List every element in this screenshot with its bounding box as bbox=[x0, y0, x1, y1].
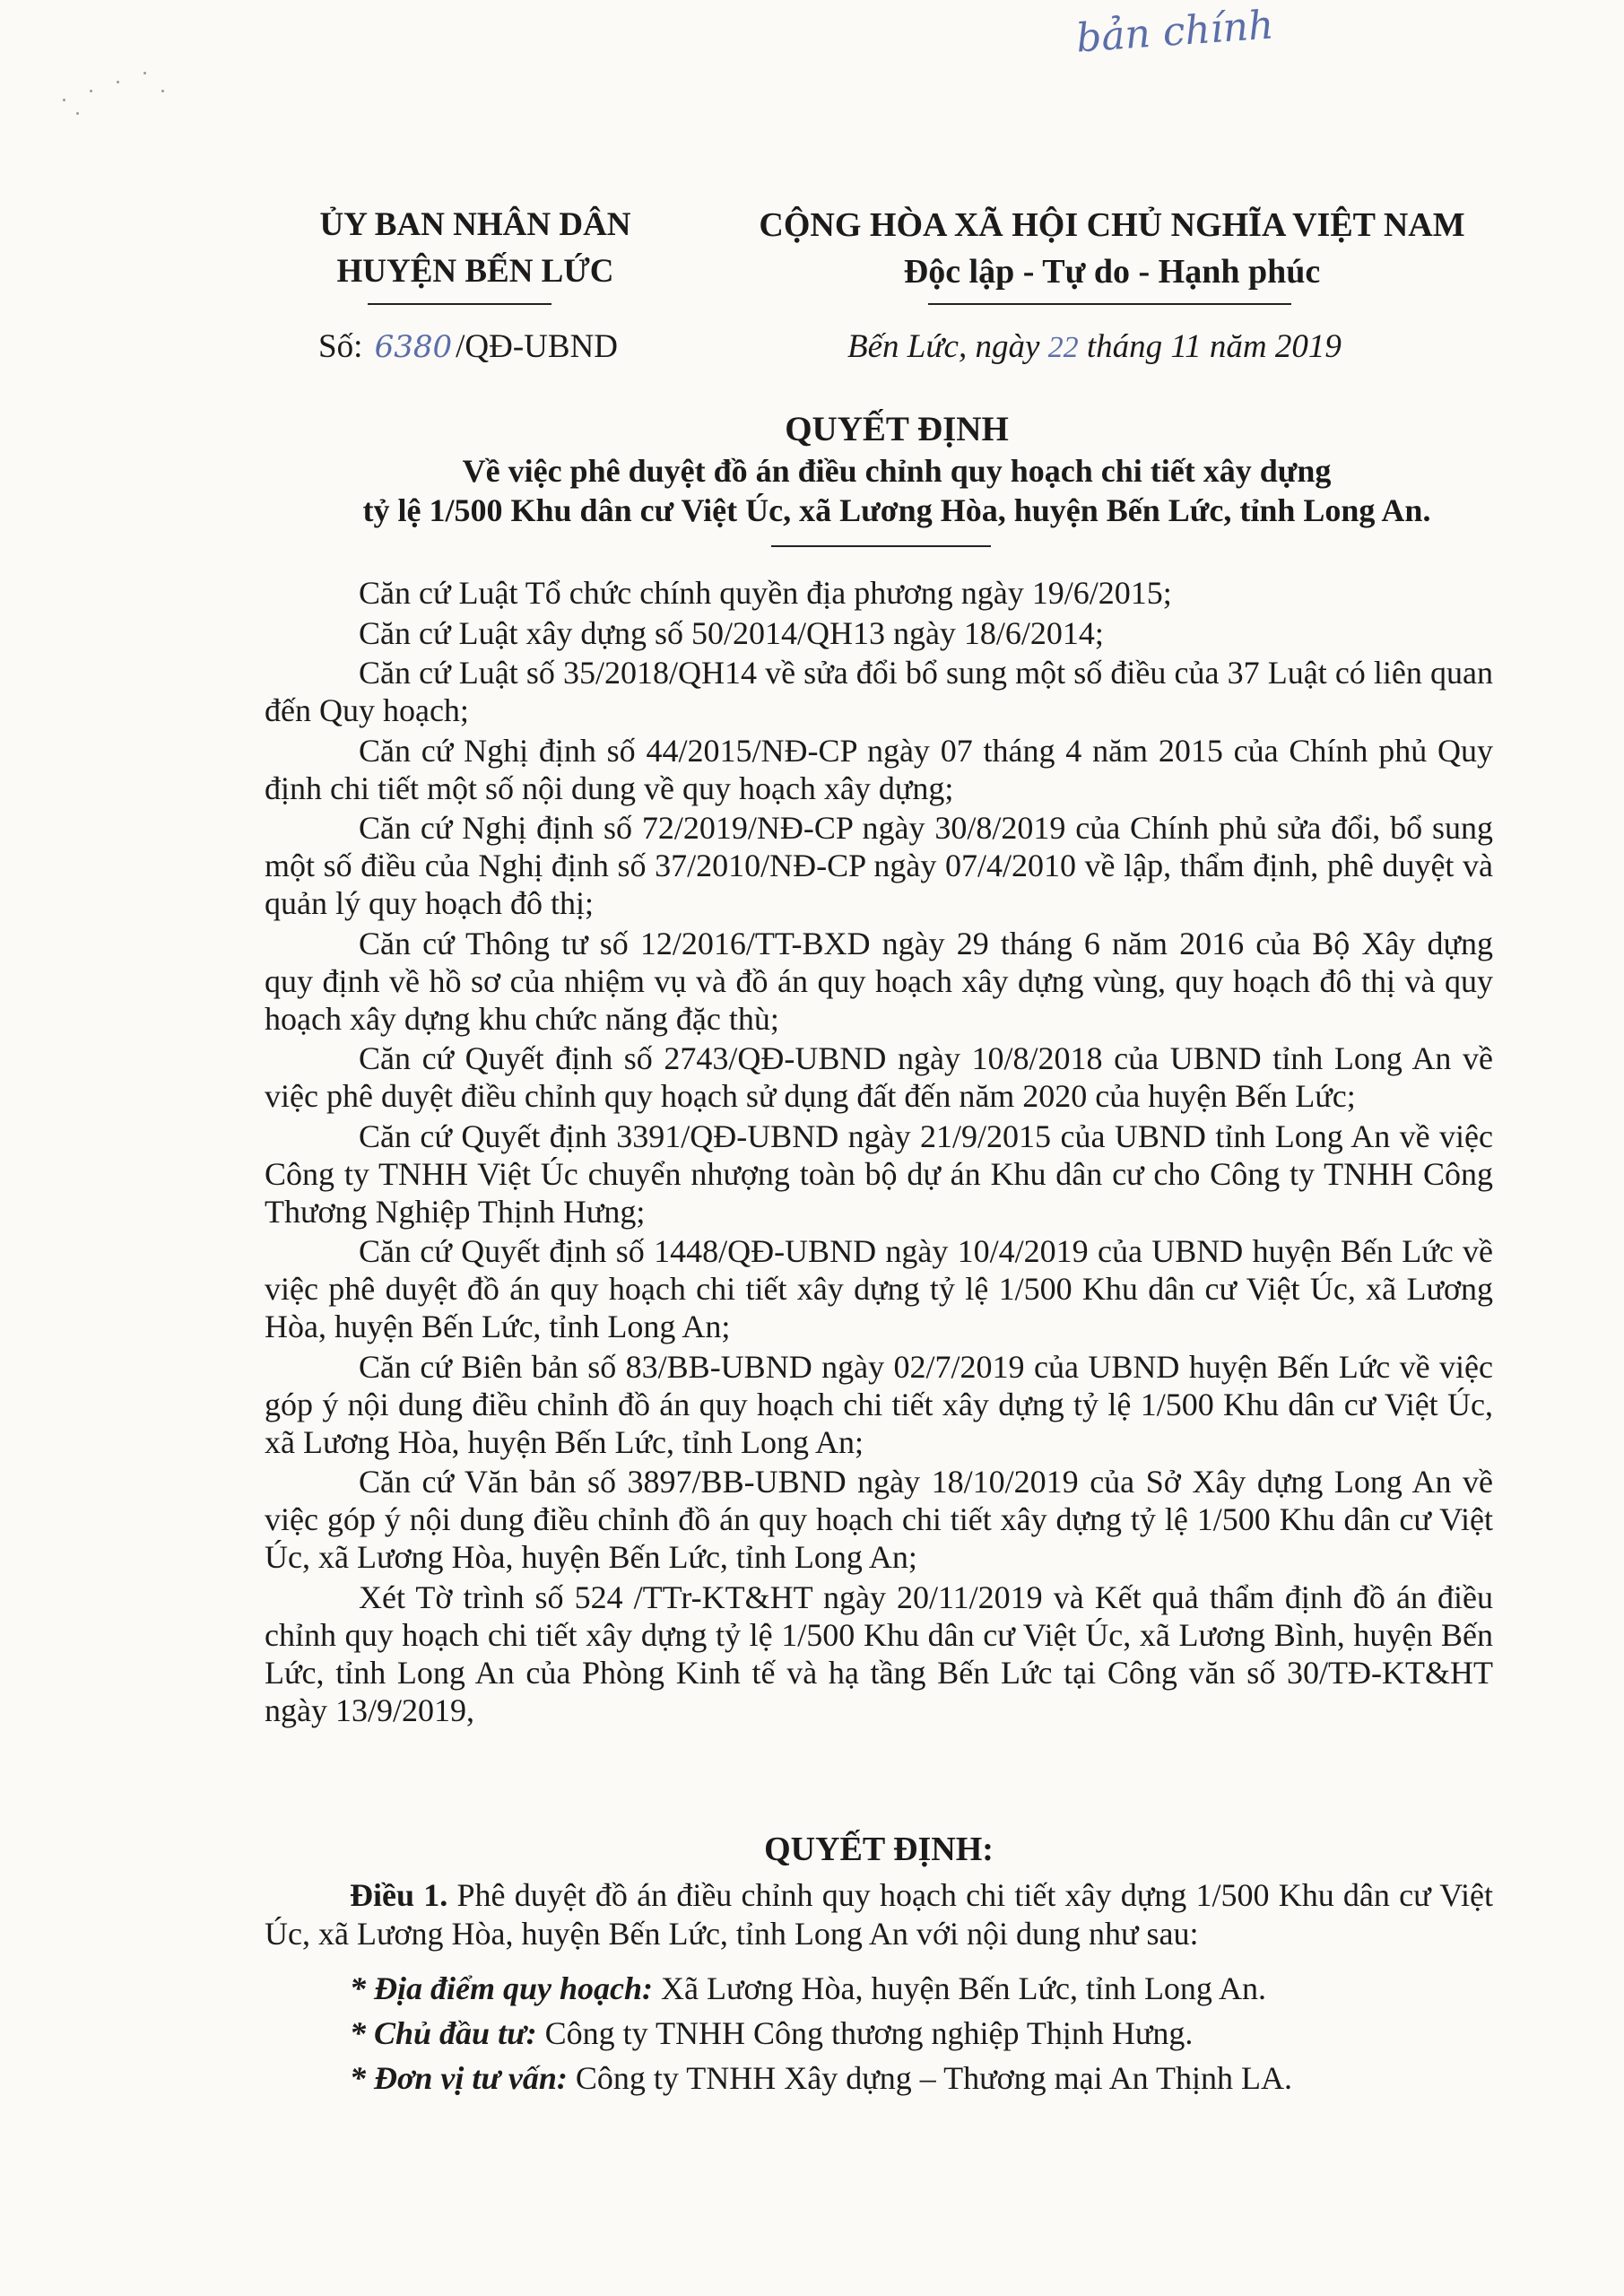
article-item-consultant bbox=[350, 2056, 1515, 2100]
place-date-suffix: tháng 11 năm 2019 bbox=[1086, 328, 1342, 365]
article-item-investor bbox=[350, 2011, 1515, 2056]
preamble-item: Căn cứ Quyết định số 2743/QĐ-UBND ngày 10/8/2018 của UBND tỉnh Long An về việc phê duyệt điều chỉnh quy hoạch sử dụng đất đến năm 2020 của huyện Bến Lức; bbox=[265, 1040, 1493, 1114]
preamble-item: Căn cứ Nghị định số 44/2015/NĐ-CP ngày 07 tháng 4 năm 2015 của Chính phủ Quy định chi tiết một số nội dung về quy hoạch xây dựng; bbox=[265, 732, 1493, 806]
title-divider bbox=[771, 545, 991, 547]
place-date-day: 22 bbox=[1047, 331, 1079, 364]
preamble-item: Căn cứ Văn bản số 3897/BB-UBND ngày 18/10/2019 của Sở Xây dựng Long An về việc góp ý nội dung điều chỉnh đồ án quy hoạch chi tiết xây dựng tỷ lệ 1/500 Khu dân cư Việt Úc, xã Lương Hòa, huyện Bến Lức, tỉnh Long An; bbox=[265, 1464, 1493, 1575]
preamble-item: Căn cứ Quyết định 3391/QĐ-UBND ngày 21/9/2015 của UBND tỉnh Long An về việc Công ty TNHH Việt Úc chuyển nhượng toàn bộ dự án Khu dân cư cho Công ty TNHH Công Thương Nghiệp Thịnh Hưng; bbox=[265, 1118, 1493, 1230]
document-title bbox=[269, 408, 1524, 530]
preamble-item: Căn cứ Luật Tổ chức chính quyền địa phương ngày 19/6/2015; bbox=[359, 575, 1172, 611]
article-1-items bbox=[350, 1966, 1515, 2100]
divider-right bbox=[928, 303, 1291, 305]
doc-number-handwritten: 6380 bbox=[374, 329, 453, 365]
article-1-text: Phê duyệt đồ án điều chỉnh quy hoạch chi tiết xây dựng 1/500 Khu dân cư Việt Úc, xã Lương Hòa, huyện Bến Lức, tỉnh Long An với nội dung như sau: bbox=[265, 1877, 1494, 1952]
scan-specks bbox=[54, 63, 197, 135]
item-value: Công ty TNHH Xây dựng – Thương mại An Thịnh LA. bbox=[575, 2060, 1292, 2096]
preamble-item: Xét Tờ trình số 524 /TTr-KT&HT ngày 20/11/2019 và Kết quả thẩm định đồ án điều chỉnh quy hoạch chi tiết xây dựng tỷ lệ 1/500 Khu dân cư Việt Úc, xã Lương Bình, huyện Bến Lức, tỉnh Long An của Phòng Kinh tế và hạ tầng Bến Lức tại Công văn số 30/TĐ-KT&HT ngày 13/9/2019, bbox=[265, 1578, 1493, 1728]
preamble-item: Căn cứ Luật số 35/2018/QH14 về sửa đổi bổ sung một số điều của 37 Luật có liên quan đến Quy hoạch; bbox=[265, 655, 1493, 728]
document-number bbox=[318, 327, 618, 366]
preamble-item: Căn cứ Luật xây dựng số 50/2014/QH13 ngày 18/6/2014; bbox=[359, 614, 1104, 651]
article-1 bbox=[265, 1876, 1493, 1953]
motto-line2: Độc lập - Tự do - Hạnh phúc bbox=[903, 253, 1321, 291]
doc-number-suffix: /QĐ-UBND bbox=[456, 328, 619, 365]
preamble-item: Căn cứ Thông tư số 12/2016/TT-BXD ngày 29 tháng 6 năm 2016 của Bộ Xây dựng quy định về hồ sơ của nhiệm vụ và đồ án quy hoạch xây dựng vùng, quy hoạch đô thị và quy hoạch xây dựng khu chức năng đặc thù; bbox=[265, 925, 1493, 1037]
item-label: * Địa điểm quy hoạch: bbox=[350, 1970, 653, 2006]
item-value: Xã Lương Hòa, huyện Bến Lức, tỉnh Long An. bbox=[661, 1970, 1266, 2006]
article-1-label: Điều 1. bbox=[350, 1877, 448, 1913]
item-label: * Chủ đầu tư: bbox=[350, 2015, 537, 2051]
national-motto bbox=[735, 202, 1489, 295]
authority-line2: HUYỆN BẾN LỨC bbox=[336, 253, 614, 290]
motto-line1: CỘNG HÒA XÃ HỘI CHỦ NGHĨA VIỆT NAM bbox=[759, 206, 1465, 244]
doc-number-prefix: Số: bbox=[318, 328, 363, 365]
item-value: Công ty TNHH Công thương nghiệp Thịnh Hưng. bbox=[544, 2015, 1194, 2051]
issuing-authority bbox=[269, 202, 682, 295]
authority-line1: ỦY BAN NHÂN DÂN bbox=[319, 206, 631, 243]
preamble-item: Căn cứ Biên bản số 83/BB-UBND ngày 02/7/2019 của UBND huyện Bến Lức về việc góp ý nội dung điều chỉnh đồ án quy hoạch chi tiết xây dựng tỷ lệ 1/500 Khu dân cư Việt Úc, xã Lương Hòa, huyện Bến Lức, tỉnh Long An; bbox=[265, 1348, 1493, 1460]
title-line2: Về việc phê duyệt đồ án điều chỉnh quy hoạch chi tiết xây dựng bbox=[462, 453, 1332, 489]
item-label: * Đơn vị tư vấn: bbox=[350, 2060, 568, 2096]
preamble-item: Căn cứ Quyết định số 1448/QĐ-UBND ngày 10/4/2019 của UBND huyện Bến Lức về việc phê duyệt đồ án quy hoạch chi tiết xây dựng tỷ lệ 1/500 Khu dân cư Việt Úc, xã Lương Hòa, huyện Bến Lức, tỉnh Long An; bbox=[265, 1233, 1493, 1344]
title-line3: tỷ lệ 1/500 Khu dân cư Việt Úc, xã Lương Hòa, huyện Bến Lức, tỉnh Long An. bbox=[362, 492, 1431, 528]
title-line1: QUYẾT ĐỊNH bbox=[785, 410, 1009, 448]
preamble bbox=[265, 574, 1493, 1731]
preamble-item: Căn cứ Nghị định số 72/2019/NĐ-CP ngày 30/8/2019 của Chính phủ sửa đổi, bổ sung một số điều của Nghị định số 37/2010/NĐ-CP ngày 07/4/2010 về lập, thẩm định, phê duyệt và quản lý quy hoạch đô thị; bbox=[265, 810, 1493, 921]
article-item-location bbox=[350, 1966, 1515, 2011]
place-date-prefix: Bến Lức, ngày bbox=[847, 328, 1040, 365]
decision-heading: QUYẾT ĐỊNH: bbox=[764, 1831, 994, 1868]
handwritten-note: bản chính bbox=[1074, 2, 1275, 62]
place-date bbox=[847, 327, 1342, 366]
divider-left bbox=[368, 303, 551, 305]
